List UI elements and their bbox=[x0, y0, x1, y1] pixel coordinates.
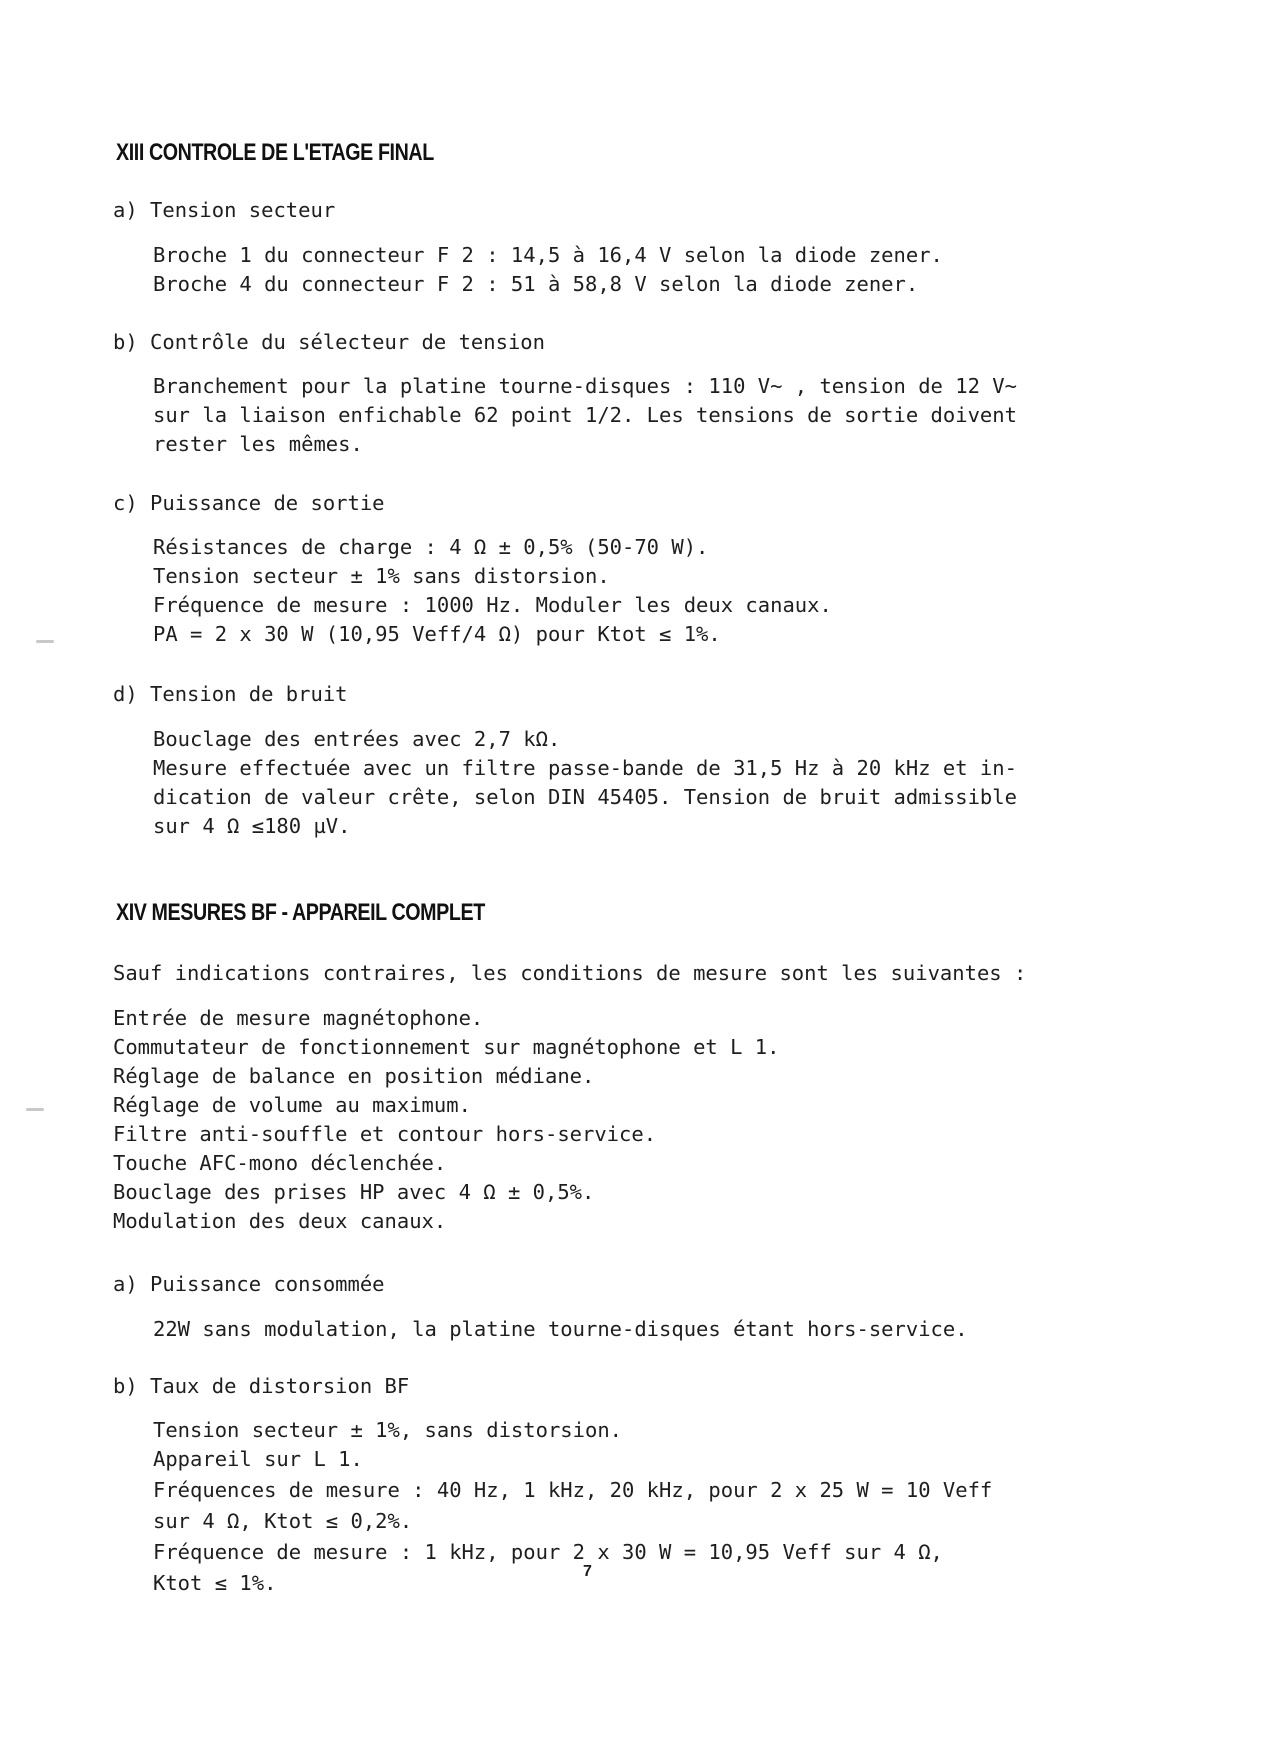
condition-line: Entrée de mesure magnétophone. bbox=[113, 1006, 484, 1030]
condition-line: Bouclage des prises HP avec 4 Ω ± 0,5%. bbox=[113, 1180, 595, 1204]
section-13-d-line: sur 4 Ω ≤180 µV. bbox=[153, 814, 351, 838]
section-13-c-heading: c) Puissance de sortie bbox=[113, 491, 385, 515]
section-13-c-line: Résistances de charge : 4 Ω ± 0,5% (50-70 W). bbox=[153, 535, 709, 559]
section-14-a-line: 22W sans modulation, la platine tourne-disques étant hors-service. bbox=[153, 1317, 968, 1341]
section-14-b-line: Appareil sur L 1. bbox=[153, 1447, 363, 1471]
section-14-b-heading: b) Taux de distorsion BF bbox=[113, 1374, 410, 1398]
section-13-d-heading: d) Tension de bruit bbox=[113, 682, 348, 706]
condition-line: Touche AFC-mono déclenchée. bbox=[113, 1151, 447, 1175]
section-13-b-line: rester les mêmes. bbox=[153, 432, 363, 456]
condition-line: Réglage de volume au maximum. bbox=[113, 1093, 471, 1117]
section-13-title: XIII CONTROLE DE L'ETAGE FINAL bbox=[116, 139, 434, 166]
condition-line: Commutateur de fonctionnement sur magnétophone et L 1. bbox=[113, 1035, 780, 1059]
section-13-a-heading: a) Tension secteur bbox=[113, 198, 336, 222]
section-13-d-line: Bouclage des entrées avec 2,7 kΩ. bbox=[153, 727, 561, 751]
section-13-d-line: dication de valeur crête, selon DIN 45405. Tension de bruit admissible bbox=[153, 785, 1017, 809]
section-13-a-line: Broche 1 du connecteur F 2 : 14,5 à 16,4 V selon la diode zener. bbox=[153, 243, 943, 267]
section-13-b-line: sur la liaison enfichable 62 point 1/2. Les tensions de sortie doivent bbox=[153, 403, 1017, 427]
page-number: 7 bbox=[583, 1563, 592, 1580]
section-13-c-line: PA = 2 x 30 W (10,95 Veff/4 Ω) pour Ktot ≤ 1%. bbox=[153, 622, 721, 646]
condition-line: Filtre anti-souffle et contour hors-service. bbox=[113, 1122, 657, 1146]
scan-mark bbox=[26, 1108, 44, 1111]
section-13-c-line: Tension secteur ± 1% sans distorsion. bbox=[153, 564, 610, 588]
section-14-b-line: sur 4 Ω, Ktot ≤ 0,2%. bbox=[153, 1509, 413, 1533]
condition-line: Réglage de balance en position médiane. bbox=[113, 1064, 595, 1088]
condition-line: Modulation des deux canaux. bbox=[113, 1209, 447, 1233]
section-14-b-line: Ktot ≤ 1%. bbox=[153, 1571, 277, 1595]
section-13-a-line: Broche 4 du connecteur F 2 : 51 à 58,8 V selon la diode zener. bbox=[153, 272, 919, 296]
section-14-a-heading: a) Puissance consommée bbox=[113, 1272, 385, 1296]
scan-mark bbox=[36, 640, 54, 643]
section-13-b-heading: b) Contrôle du sélecteur de tension bbox=[113, 330, 545, 354]
section-14-b-line: Fréquence de mesure : 1 kHz, pour 2 x 30 W = 10,95 Veff sur 4 Ω, bbox=[153, 1540, 943, 1564]
section-13-b-line: Branchement pour la platine tourne-disques : 110 V~ , tension de 12 V~ bbox=[153, 374, 1017, 398]
section-13-d-line: Mesure effectuée avec un filtre passe-bande de 31,5 Hz à 20 kHz et in- bbox=[153, 756, 1017, 780]
section-14-b-line: Fréquences de mesure : 40 Hz, 1 kHz, 20 kHz, pour 2 x 25 W = 10 Veff bbox=[153, 1478, 993, 1502]
section-14-b-line: Tension secteur ± 1%, sans distorsion. bbox=[153, 1418, 622, 1442]
section-14-intro: Sauf indications contraires, les conditions de mesure sont les suivantes : bbox=[113, 961, 1027, 985]
section-13-c-line: Fréquence de mesure : 1000 Hz. Moduler les deux canaux. bbox=[153, 593, 832, 617]
section-14-title: XIV MESURES BF - APPAREIL COMPLET bbox=[116, 899, 485, 926]
